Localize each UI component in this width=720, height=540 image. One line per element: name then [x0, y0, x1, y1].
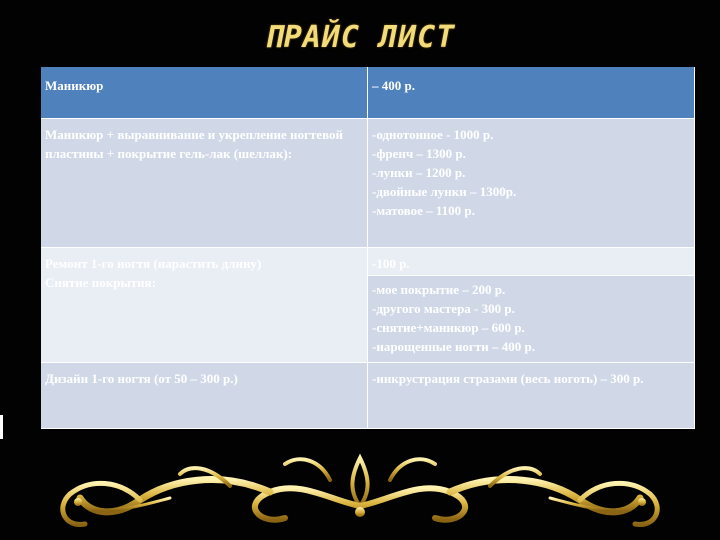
- table-row: [41, 363, 695, 429]
- price-list-cell: [368, 119, 695, 248]
- price-cell: -инкрустрация стразами (весь ноготь) – 300 р.: [368, 363, 695, 429]
- gold-scroll-ornament-icon: [30, 440, 690, 536]
- price-item: -лунки – 1200 р.: [372, 165, 466, 180]
- page-title: ПРАЙС ЛИСТ: [264, 20, 456, 55]
- price-item: -100 р.: [368, 248, 694, 275]
- table-header-row: [41, 67, 695, 119]
- service-cell: Дизайн 1-го ногтя (от 50 – 300 р.): [41, 363, 368, 429]
- table-row: [41, 119, 695, 248]
- price-item: -мое покрытие – 200 р.: [372, 282, 506, 297]
- price-item: -матовое – 1100 р.: [372, 203, 475, 218]
- price-item: -однотонное - 1000 р.: [372, 127, 494, 142]
- price-item: -снятие+маникюр – 600 р.: [372, 320, 525, 335]
- price-item: -другого мастера - 300 р.: [372, 301, 515, 316]
- header-service-cell: Маникюр: [41, 67, 368, 119]
- price-sublist: [368, 275, 694, 362]
- price-list-cell: [368, 248, 695, 363]
- edge-marker: [0, 415, 3, 439]
- service-cell: Маникюр + выравнивание и укрепление ногтевой пластины + покрытие гель-лак (шеллак):: [41, 119, 368, 248]
- price-item: -нарощенные ногти – 400 р.: [372, 339, 535, 354]
- service-cell: [41, 248, 368, 363]
- price-table: [41, 67, 695, 429]
- price-item: -френч – 1300 р.: [372, 146, 466, 161]
- table-row: [41, 248, 695, 363]
- service-line: Ремонт 1-го ногтя (нарастить длину): [45, 256, 262, 271]
- header-price-cell: – 400 р.: [368, 67, 695, 119]
- service-line: Снятие покрытия:: [45, 275, 156, 290]
- price-item: -двойные лунки – 1300р.: [372, 184, 517, 199]
